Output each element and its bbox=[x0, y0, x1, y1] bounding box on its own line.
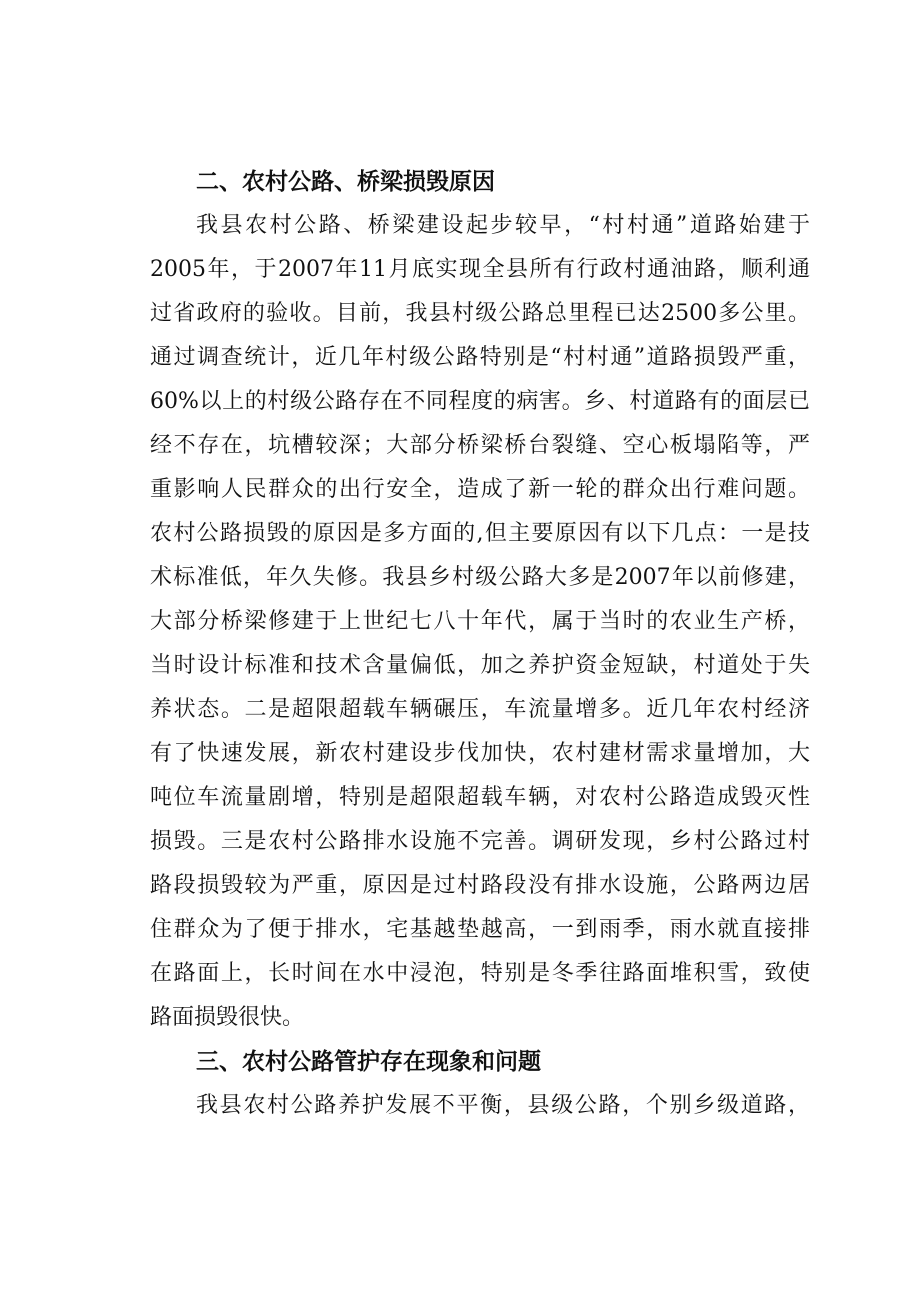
paragraph-line: 损毁。三是农村公路排水设施不完善。调研发现，乡村公路过村 bbox=[150, 829, 810, 854]
paragraph-line: 大部分桥梁修建于上世纪七八十年代，属于当时的农业生产桥， bbox=[150, 609, 810, 634]
paragraph-line: 有了快速发展，新农村建设步伐加快，农村建材需求量增加，大 bbox=[150, 741, 810, 766]
paragraph-line: 路面损毁很快。 bbox=[150, 1005, 305, 1030]
paragraph-line: 2005年，于2007年11月底实现全县所有行政村通油路，顺利通 bbox=[150, 257, 810, 282]
paragraph-line: 在路面上，长时间在水中浸泡，特别是冬季往路面堆积雪，致使 bbox=[150, 961, 810, 986]
paragraph-line: 路段损毁较为严重，原因是过村路段没有排水设施，公路两边居 bbox=[150, 873, 810, 898]
paragraph-line: 60%以上的村级公路存在不同程度的病害。乡、村道路有的面层已 bbox=[150, 389, 810, 414]
section-heading-management-issues: 三、农村公路管护存在现象和问题 bbox=[196, 1049, 541, 1075]
paragraph-line: 通过调查统计，近几年村级公路特别是“村村通”道路损毁严重， bbox=[150, 345, 810, 370]
paragraph-line: 养状态。二是超限超载车辆碾压，车流量增多。近几年农村经济 bbox=[150, 697, 810, 722]
paragraph-line: 过省政府的验收。目前，我县村级公路总里程已达2500多公里。 bbox=[150, 301, 810, 326]
paragraph-line: 农村公路损毁的原因是多方面的,但主要原因有以下几点：一是技 bbox=[150, 521, 810, 546]
paragraph-line: 重影响人民群众的出行安全，造成了新一轮的群众出行难问题。 bbox=[150, 477, 810, 502]
paragraph-line: 我县农村公路养护发展不平衡，县级公路，个别乡级道路， bbox=[196, 1093, 810, 1118]
paragraph-line: 吨位车流量剧增，特别是超限超载车辆，对农村公路造成毁灭性 bbox=[150, 785, 810, 810]
paragraph-line: 当时设计标准和技术含量偏低，加之养护资金短缺，村道处于失 bbox=[150, 653, 810, 678]
paragraph-line: 经不存在，坑槽较深；大部分桥梁桥台裂缝、空心板塌陷等，严 bbox=[150, 433, 810, 458]
paragraph-line: 我县农村公路、桥梁建设起步较早，“村村通”道路始建于 bbox=[196, 213, 810, 238]
paragraph-line: 住群众为了便于排水，宅基越垫越高，一到雨季，雨水就直接排 bbox=[150, 917, 810, 942]
section-heading-damage-causes: 二、农村公路、桥梁损毁原因 bbox=[196, 169, 495, 195]
paragraph-line: 术标准低，年久失修。我县乡村级公路大多是2007年以前修建， bbox=[150, 565, 810, 590]
